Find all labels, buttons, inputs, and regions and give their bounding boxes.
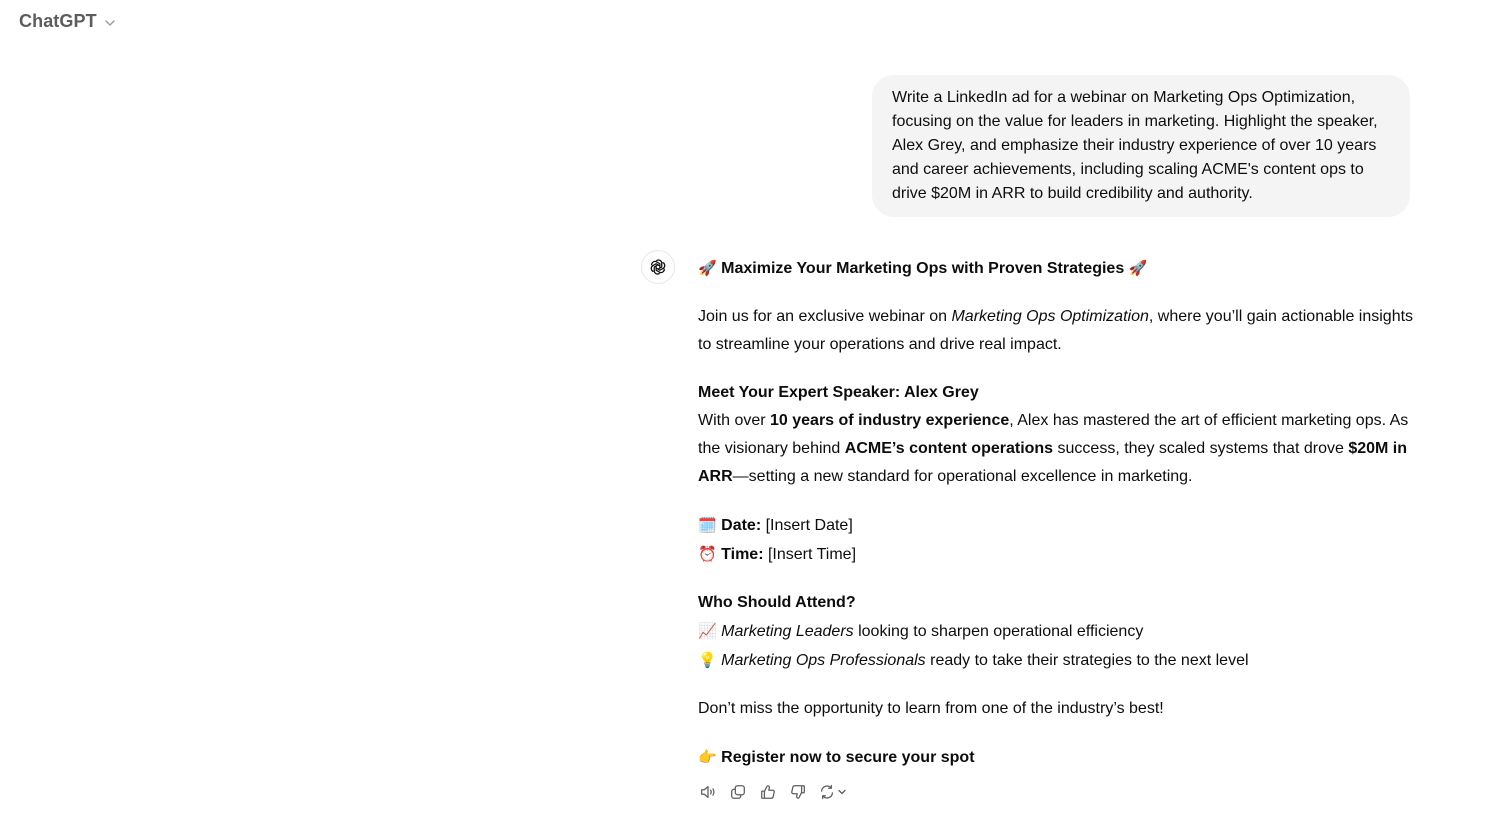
audience-role: Marketing Leaders — [721, 623, 854, 640]
thumbs-up-icon — [759, 783, 777, 801]
speaker-text: —setting a new standard for operational excellence in marketing. — [732, 468, 1193, 485]
audience-role: Marketing Ops Professionals — [721, 652, 926, 669]
read-aloud-button[interactable] — [698, 782, 718, 802]
speaker-highlight: 10 years of industry experience — [770, 412, 1010, 429]
intro-paragraph — [698, 303, 1418, 359]
audience-text: looking to sharpen operational efficiency — [853, 623, 1144, 640]
speaker-highlight: ACME’s content operations — [844, 440, 1054, 457]
bad-response-button[interactable] — [788, 782, 808, 802]
pointing-hand-icon: 👉 — [698, 748, 717, 766]
audience-section — [698, 589, 1418, 675]
rocket-icon: 🚀 — [1128, 259, 1148, 277]
regenerate-button[interactable] — [818, 782, 847, 802]
user-message — [872, 75, 1410, 217]
intro-text: , where you’ll gain actionable insights to streamline your operations and drive real impact. — [698, 308, 1414, 353]
closing-line: Don’t miss the opportunity to learn from one of the industry’s best! — [698, 700, 1164, 717]
speaker-icon — [699, 783, 717, 801]
thumbs-down-icon — [789, 783, 807, 801]
speaker-text: With over — [698, 412, 771, 429]
alarm-clock-icon: ⏰ — [698, 545, 717, 563]
cta-text: Register now to secure your spot — [721, 749, 975, 766]
rocket-icon: 🚀 — [698, 259, 717, 277]
assistant-avatar — [641, 250, 675, 284]
model-selector[interactable] — [19, 11, 117, 32]
audience-heading: Who Should Attend? — [698, 594, 856, 611]
chevron-down-icon — [103, 16, 117, 30]
refresh-icon — [818, 783, 836, 801]
light-bulb-icon: 💡 — [698, 651, 717, 669]
calendar-icon: 🗓️ — [698, 516, 717, 534]
chevron-down-icon — [837, 787, 847, 797]
copy-icon — [729, 783, 747, 801]
message-actions — [698, 782, 847, 802]
time-label: Time: — [721, 546, 764, 563]
copy-button[interactable] — [728, 782, 748, 802]
user-message-text: Write a LinkedIn ad for a webinar on Marketing Ops Optimization, focusing on the value for leaders in marketing. Highlight the speaker, Alex Grey, and emphasize their industry experience of over 10 years and career achievements, including scaling ACME's content ops to drive $20M in ARR to build credibility and authority. — [892, 89, 1378, 202]
speaker-text: success, they scaled systems that drove — [1053, 440, 1349, 457]
speaker-heading: Meet Your Expert Speaker: Alex Grey — [698, 384, 979, 401]
call-to-action — [698, 743, 1418, 772]
speaker-text: , Alex has mastered the art of efficient marketing ops. As the visionary behind — [698, 412, 1409, 457]
openai-logo-icon — [648, 257, 668, 277]
webinar-title: Marketing Ops Optimization — [951, 308, 1149, 325]
audience-text: ready to take their strategies to the next level — [925, 652, 1249, 669]
headline-text: Maximize Your Marketing Ops with Proven Strategies — [721, 260, 1125, 277]
good-response-button[interactable] — [758, 782, 778, 802]
time-value: [Insert Time] — [767, 546, 857, 563]
speaker-section — [698, 379, 1418, 491]
assistant-message — [698, 254, 1418, 792]
date-label: Date: — [721, 517, 762, 534]
event-details — [698, 511, 1418, 569]
speaker-highlight: $20M in ARR — [698, 440, 1407, 485]
date-value: [Insert Date] — [765, 517, 853, 534]
intro-text: Join us for an exclusive webinar on — [698, 308, 952, 325]
ad-headline — [698, 254, 1418, 283]
chart-increasing-icon: 📈 — [698, 622, 717, 640]
app-title: ChatGPT — [19, 11, 97, 31]
